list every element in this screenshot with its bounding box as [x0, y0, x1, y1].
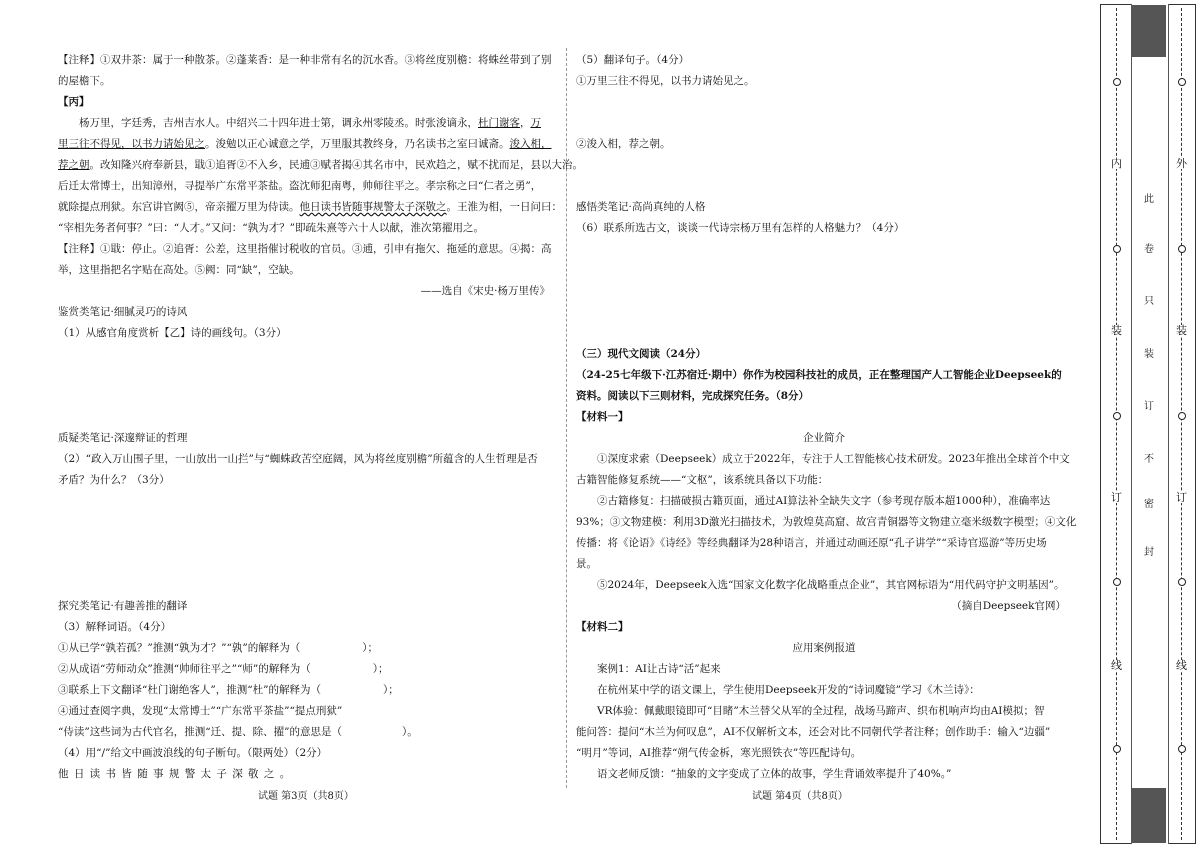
section-bing-label: 【丙】 [58, 96, 90, 108]
answer-space [58, 344, 558, 428]
passage-line: 荐之朝。改知隆兴府奉新县，戢①追胥②不入乡，民逋③赋者揭④其名市中，民欢趋之，赋不扰而足，县以大治。 [58, 159, 583, 171]
question-2-line2: 矛盾？为什么？（3分） [58, 474, 170, 486]
binding-warning-char: 只 [1144, 296, 1154, 307]
question-3-item: ③联系上下文翻译“杜门谢绝客人”，推测“杜”的解释为（ ）； [58, 684, 399, 696]
binding-circle [1113, 78, 1121, 86]
material-line: 古籍智能修复系统——“文枢”，该系统具备以下功能： [576, 474, 829, 486]
inner-seal-char: 线 [1111, 659, 1122, 672]
section-title-explore: 探究类笔记·有趣善推的翻译 [58, 600, 188, 612]
material-1-source: （摘自Deepseek官网） [951, 600, 1066, 612]
intro-line1: （24-25七年级下·江苏宿迁·期中）你作为校园科技社的成员，正在整理国产人工智能企业Deepseek的 [576, 369, 1062, 381]
binding-warning-char: 此 [1144, 194, 1154, 205]
note-b-line1: 【注释】①戢：停止。②追胥：公差，这里指催讨税收的官员。③逋，引申有拖欠、拖延的意思。④揭：高 [58, 243, 552, 255]
question-5-item2: ②浚入相，荐之朝。 [576, 138, 671, 150]
answer-space [576, 239, 1072, 344]
note-b-line2: 举，这里指把名字贴在高处。⑤阙：同“缺”，空缺。 [58, 264, 300, 276]
page-footer-right: 试题 第4页（共8页） [752, 791, 848, 802]
passage-line: 就除提点刑狱。东宫讲官阙⑤，帝亲擢万里为侍读。他日读书皆随事规警太子深敬之。王淮为相，一日问曰： [58, 201, 562, 213]
material-line: ①深度求索（Deepseek）成立于2022年，专注于人工智能核心技术研发。2023年推出全球首个中文 [597, 453, 1070, 465]
binding-circle [1113, 245, 1121, 253]
material-line: VR体验：佩戴眼镜即可“目睹”木兰替父从军的全过程，战场马蹄声、织布机响声均由AI模拟；智 [597, 705, 1045, 717]
material-line: 景。 [576, 558, 597, 570]
intro-line2: 资料。阅读以下三则材料，完成探究任务。（8分） [576, 390, 810, 402]
material-line: “明月”等词，AI推荐“朔气传金柝，寒光照铁衣”等匹配诗句。 [576, 747, 862, 759]
material-1-title: 企业简介 [803, 432, 845, 444]
passage-line: 里三往不得见，以书力请始见之。浚勉以正心诚意之学，万里服其教终身，乃名读书之室曰诚斋。浚入相， [58, 138, 552, 150]
right-column [576, 50, 1077, 785]
left-column [58, 50, 583, 785]
inner-seal-line [1116, 8, 1117, 840]
question-6: （6）联系所选古文，谈谈一代诗宗杨万里有怎样的人格魅力？（4分） [576, 222, 905, 234]
material-line: 语文老师反馈：“抽象的文字变成了立体的故事，学生背诵效率提升了40%。” [597, 768, 952, 780]
binding-bar-bottom-block [1132, 788, 1166, 843]
binding-circle [1178, 745, 1186, 753]
answer-space [576, 155, 1072, 197]
note-a-line2: 的屋檐下。 [58, 75, 111, 87]
source-citation: ——选自《宋史·杨万里传》 [420, 285, 550, 297]
outer-seal-char: 外 [1176, 157, 1187, 170]
material-1-label: 【材料一】 [576, 411, 629, 423]
material-line: ⑤2024年，Deepseek入选“国家文化数字化战略重点企业”，其官网标语为“用代码守护文明基因”。 [597, 579, 1065, 591]
material-line: 能问答：提问“木兰为何叹息”，AI不仅解析文本，还会对比不同朝代学者注释；创作助手：输入“边疆” [576, 726, 1051, 738]
binding-warning-char: 密 [1144, 499, 1154, 510]
section-title-insight: 感悟类笔记·高尚真纯的人格 [576, 201, 706, 213]
binding-circle [1178, 245, 1186, 253]
wavy-underlined-sentence: 他日读书皆随事规警太子深敬之 [299, 201, 447, 213]
material-line: 案例1：AI让古诗“活”起来 [597, 663, 721, 675]
question-3-item: ①从已学“孰若孤？”推测“孰为才？”“孰”的解释为（ ）； [58, 642, 378, 654]
passage-line: “宰相先务者何事？”曰：“人才。”又问：“孰为才？”即疏朱熹等六十人以献，淮次第擢用之。 [58, 222, 484, 234]
binding-circle [1113, 578, 1121, 586]
question-3-item: “侍读”这些词为古代官名，推测“迁、提、除、擢”的意思是（ ）。 [58, 726, 418, 738]
inner-seal-char: 订 [1111, 491, 1122, 504]
question-4: （4）用“/”给文中画波浪线的句子断句。（限两处）（2分） [58, 747, 328, 759]
question-3: （3）解释词语。（4分） [58, 621, 172, 633]
section-title-appreciation: 鉴赏类笔记·细腻灵巧的诗风 [58, 306, 188, 318]
binding-circle [1113, 412, 1121, 420]
binding-warning-char: 订 [1144, 401, 1154, 412]
question-4-sentence: 他 日 读 书 皆 随 事 规 警 太 子 深 敬 之 。 [58, 768, 292, 780]
question-1: （1）从感官角度赏析【乙】诗的画线句。（3分） [58, 327, 287, 339]
binding-warning-char: 封 [1144, 547, 1154, 558]
outer-seal-char: 订 [1176, 491, 1187, 504]
note-a-line1: 【注释】①双井茶：属于一种散茶。②蓬莱香：是一种非常有名的沉水香。③将丝度别檐：将蛛丝带到了别 [58, 54, 552, 66]
inner-seal-char: 内 [1111, 157, 1122, 170]
outer-seal-char: 装 [1176, 324, 1187, 337]
section-title-doubt: 质疑类笔记·深邃辩证的哲理 [58, 432, 188, 444]
binding-circle [1178, 78, 1186, 86]
binding-circle [1113, 745, 1121, 753]
question-3-item: ④通过查阅字典，发现“太常博士”“广东常平茶盐”“提点刑狱” [58, 705, 343, 717]
binding-circle [1178, 412, 1186, 420]
binding-bar [1131, 4, 1169, 844]
inner-seal-char: 装 [1111, 324, 1122, 337]
material-line: 93%；③文物建模：利用3D激光扫描技术，为敦煌莫高窟、故宫青铜器等文物建立毫米级数字模型；④文化 [576, 516, 1077, 528]
question-2-line1: （2）“政入万山围子里，一山放出一山拦”与“蜘蛛政苦空庭阔，风为将丝度别檐”所蕴含的人生哲理是否 [58, 453, 538, 465]
material-line: ②古籍修复：扫描破损古籍页面，通过AI算法补全缺失文字（参考现存版本超1000种），准确率达 [597, 495, 1051, 507]
binding-circle [1178, 578, 1186, 586]
page-footer-left: 试题 第3页（共8页） [258, 791, 354, 802]
binding-warning-char: 卷 [1144, 244, 1154, 255]
binding-warning-char: 装 [1144, 349, 1154, 360]
outer-seal-char: 线 [1176, 659, 1187, 672]
material-line: 在杭州某中学的语文课上，学生使用Deepseek开发的“诗词魔镜”学习《木兰诗》： [597, 684, 980, 696]
material-2-title: 应用案例报道 [792, 642, 856, 654]
binding-warning-char: 不 [1144, 454, 1154, 465]
question-5: （5）翻译句子。（4分） [576, 54, 690, 66]
part-3-title: （三）现代文阅读（24分） [576, 348, 707, 360]
question-3-item: ②从成语“劳师动众”推测“帅师往平之”“师”的解释为（ ）； [58, 663, 389, 675]
question-5-item1: ①万里三往不得见，以书力请始见之。 [576, 75, 755, 87]
binding-bar-top-block [1132, 5, 1166, 57]
material-2-label: 【材料二】 [576, 621, 629, 633]
material-line: 传播：将《论语》《诗经》等经典翻译为28种语言，并通过动画还原“孔子讲学”“采诗官巡游”等历史场 [576, 537, 1047, 549]
passage-line: 后迁太常博士，出知漳州，寻提举广东常平茶盐。盗沈师犯南粤，帅师往平之。孝宗称之曰“仁者之勇”， [58, 180, 542, 192]
passage-line: 杨万里，字廷秀，吉州吉水人。中绍兴二十四年进士第，调永州零陵丞。时张浚谪永，杜门谢客，万 [79, 117, 541, 129]
outer-seal-line [1181, 8, 1182, 840]
answer-space [58, 491, 558, 596]
answer-space [576, 92, 1072, 134]
